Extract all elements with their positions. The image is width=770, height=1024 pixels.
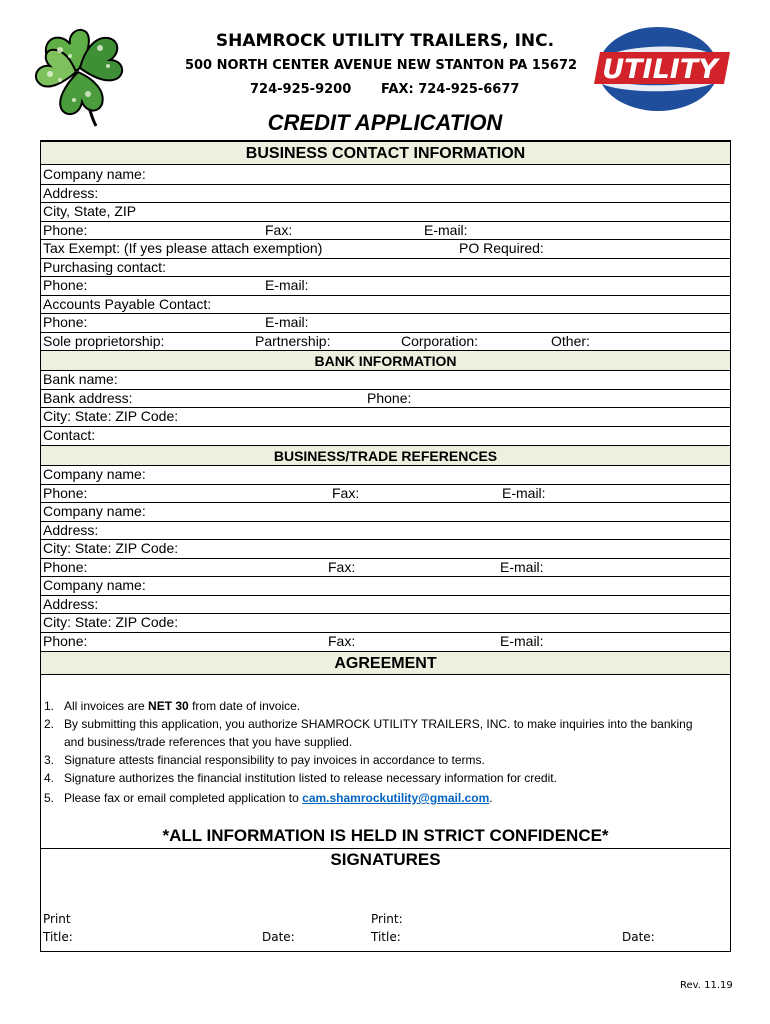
form-row (41, 577, 730, 596)
agreement-heading: AGREEMENT (41, 651, 730, 675)
form-row (41, 240, 730, 259)
ref1-email-label: E-mail: (502, 484, 546, 501)
revision-label: Rev. 11.19 (680, 980, 733, 991)
ap-phone-label: Phone: (43, 314, 88, 330)
address-label: Address: (43, 184, 99, 201)
agreement-number: 4. (44, 771, 55, 785)
company-address: 500 NORTH CENTER AVENUE NEW STANTON PA 15672 (184, 58, 578, 73)
company-name-label: Company name: (43, 166, 146, 182)
net-terms: NET 30 (148, 699, 189, 713)
bank-city-label: City: State: ZIP Code: (43, 408, 179, 424)
agreement-number: 2. (44, 717, 55, 731)
ref2-email-label: E-mail: (500, 558, 544, 575)
email-label: E-mail: (424, 221, 468, 238)
bank-contact-label: Contact: (43, 426, 96, 443)
form-row (41, 427, 730, 446)
agreement-text: and business/trade references that you have supplied. (64, 735, 353, 749)
tax-exempt-label: Tax Exempt: (If yes please attach exemption) (43, 240, 323, 256)
form-row (41, 371, 730, 390)
form-row (41, 466, 730, 485)
agreement-number: 1. (44, 699, 55, 713)
ref2-city-label: City: State: ZIP Code: (43, 540, 179, 556)
ref2-phone-label: Phone: (43, 558, 88, 575)
agreement-text: Signature authorizes the financial institution listed to release necessary information for credit. (64, 771, 557, 785)
agreement-text: Please fax or email completed application to (64, 791, 303, 805)
ref2-address-label: Address: (43, 521, 99, 538)
form-row (41, 614, 730, 633)
form-row (41, 333, 730, 352)
company-phone: 724-925-9200 (250, 82, 352, 97)
signature-box-top-line (41, 848, 730, 849)
ref3-email-label: E-mail: (500, 632, 544, 649)
ref2-fax-label: Fax: (328, 558, 356, 575)
bank-name-label: Bank name: (43, 371, 118, 387)
purchasing-phone-label: Phone: (43, 277, 88, 293)
ap-contact-label: Accounts Payable Contact: (43, 295, 212, 312)
form-row (41, 259, 730, 278)
agreement-text: . (489, 791, 493, 805)
sole-proprietorship-label: Sole proprietorship: (43, 332, 165, 349)
form-row (41, 185, 730, 204)
form-row (41, 633, 730, 652)
title-label: Title: (371, 930, 401, 944)
form-row (41, 390, 730, 409)
agreement-text: All invoices are (64, 699, 149, 713)
ref3-address-label: Address: (43, 595, 99, 612)
bank-address-label: Bank address: (43, 389, 133, 406)
po-required-label: PO Required: (459, 240, 544, 256)
print-label: Print: (371, 912, 403, 926)
ref3-city-label: City: State: ZIP Code: (43, 614, 179, 630)
city-state-zip-label: City, State, ZIP (43, 203, 137, 219)
confidence-notice: *ALL INFORMATION IS HELD IN STRICT CONFIDENCE* (162, 826, 609, 845)
utility-logo-text: UTILITY (602, 54, 718, 85)
agreement-text: Signature attests financial responsibility to pay invoices in accordance to terms. (64, 753, 485, 767)
ref3-company-label: Company name: (43, 577, 146, 593)
title-label: Title: (43, 930, 73, 944)
form-row (41, 296, 730, 315)
agreement-text: from date of invoice. (188, 699, 301, 713)
ref3-phone-label: Phone: (43, 632, 88, 649)
page-title: CREDIT APPLICATION (267, 110, 503, 135)
phone-label: Phone: (43, 221, 88, 238)
partnership-label: Partnership: (255, 332, 331, 349)
fax-label: Fax: (265, 221, 293, 238)
agreement-text: By submitting this application, you authorize SHAMROCK UTILITY TRAILERS, INC. to make inquiries into the banking (64, 717, 693, 731)
purchasing-contact-label: Purchasing contact: (43, 258, 166, 275)
ref1-company-label: Company name: (43, 466, 146, 482)
company-fax: FAX: 724-925-6677 (381, 82, 520, 97)
form-row (41, 522, 730, 541)
form-row (41, 314, 730, 333)
form-row (41, 503, 730, 522)
agreement-number: 3. (44, 753, 55, 767)
purchasing-email-label: E-mail: (265, 277, 309, 293)
agreement-number: 5. (44, 791, 55, 805)
form-row (41, 277, 730, 296)
business-contact-heading: BUSINESS CONTACT INFORMATION (41, 141, 730, 165)
ref1-fax-label: Fax: (332, 484, 360, 501)
ref1-phone-label: Phone: (43, 484, 88, 501)
date-label: Date: (262, 930, 295, 944)
form-row (41, 540, 730, 559)
form-row (41, 485, 730, 504)
form-row (41, 203, 730, 222)
date-label: Date: (622, 930, 655, 944)
form-row (41, 596, 730, 615)
email-link[interactable]: cam.shamrockutility@gmail.com (302, 791, 490, 805)
bank-heading: BANK INFORMATION (41, 350, 730, 371)
form-row (41, 222, 730, 241)
form-row (41, 559, 730, 578)
signatures-heading: SIGNATURES (330, 850, 441, 869)
ap-email-label: E-mail: (265, 314, 309, 330)
ref3-fax-label: Fax: (328, 632, 356, 649)
references-heading: BUSINESS/TRADE REFERENCES (41, 445, 730, 466)
other-label: Other: (551, 332, 590, 349)
form-row (41, 408, 730, 427)
company-name: SHAMROCK UTILITY TRAILERS, INC. (215, 31, 555, 51)
bank-phone-label: Phone: (367, 389, 412, 406)
form-row (41, 166, 730, 185)
corporation-label: Corporation: (401, 332, 479, 349)
ref2-company-label: Company name: (43, 503, 146, 519)
print-label: Print (43, 912, 71, 926)
